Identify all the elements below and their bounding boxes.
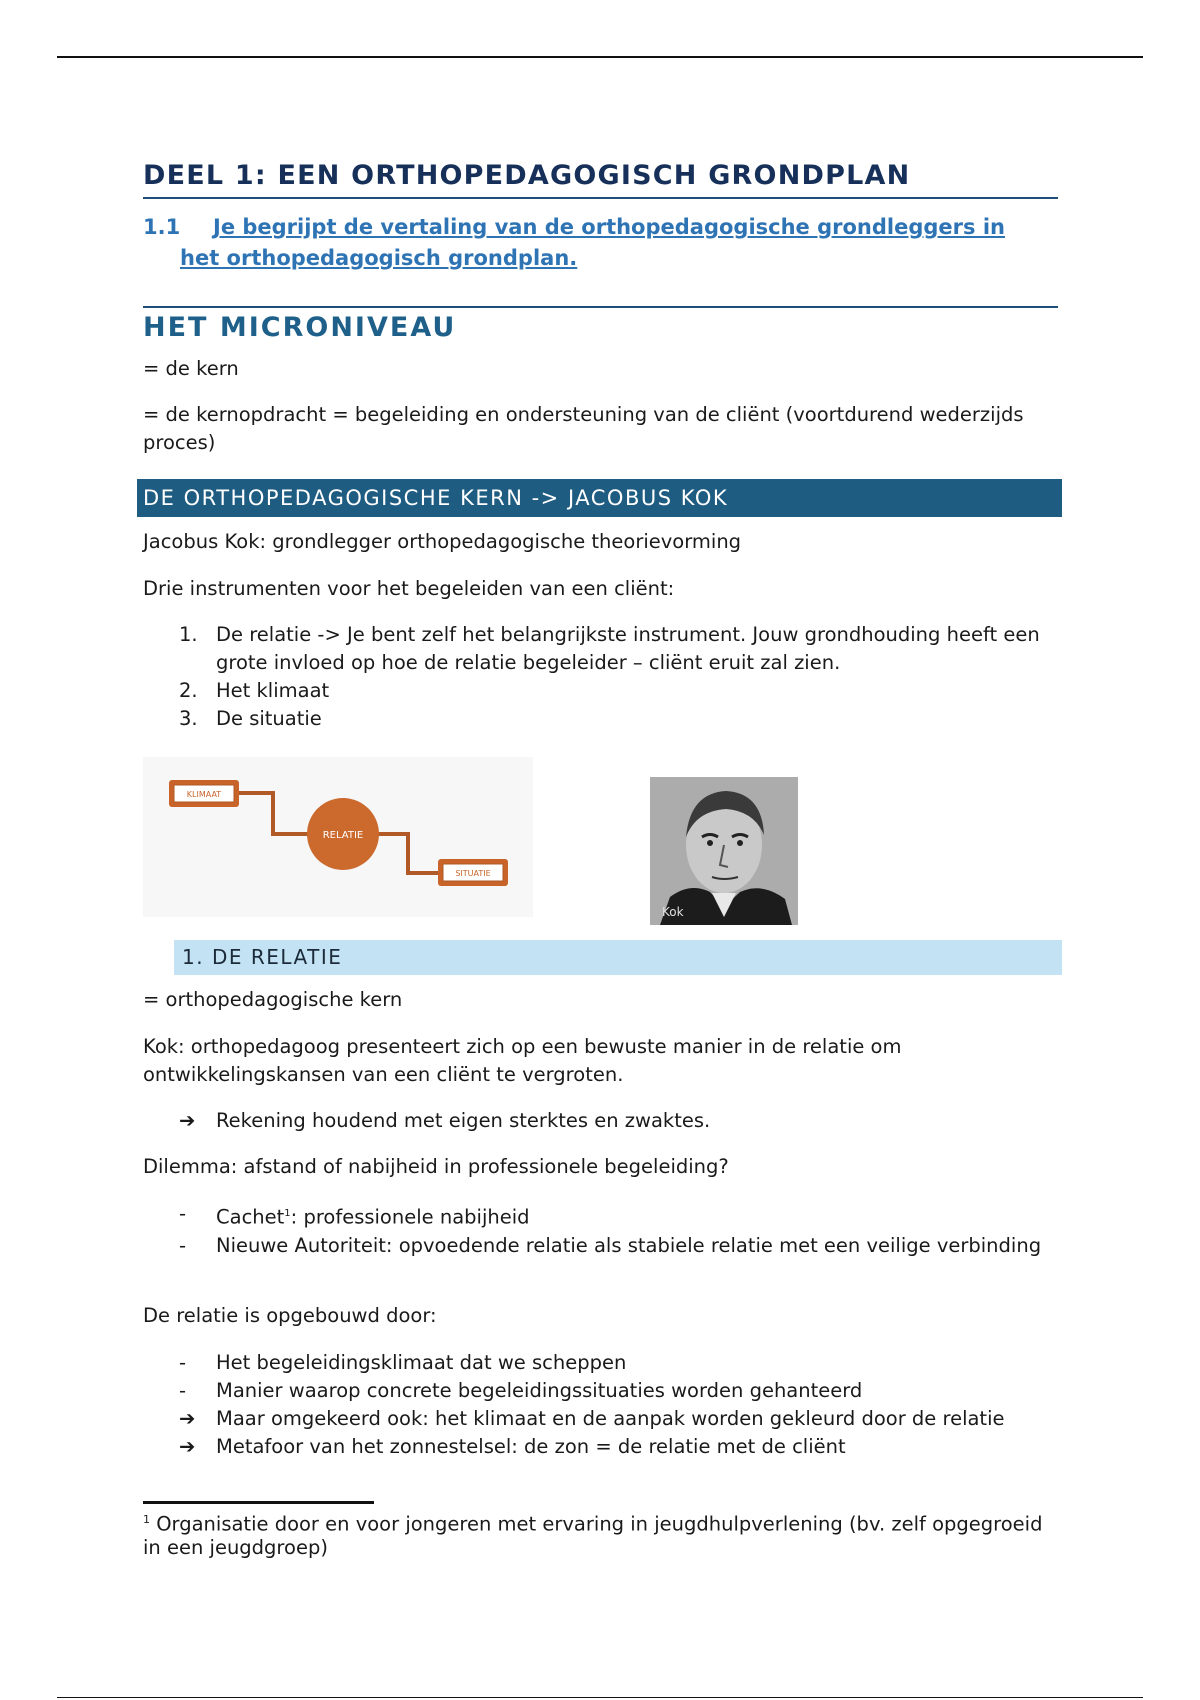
relatie-diagram [143, 757, 533, 917]
arrow-icon: ➔ [179, 1407, 196, 1430]
opgebouwd-list [143, 1349, 1058, 1461]
objective-link-line2[interactable]: het orthopedagogisch grondplan. [180, 246, 578, 270]
section-band-kern: DE ORTHOPEDAGOGISCHE KERN -> JACOBUS KOK [137, 479, 1062, 517]
page-content [143, 0, 1058, 1559]
footnote-separator [143, 1501, 374, 1504]
diagram-label-klimaat: KLIMAAT [186, 790, 222, 799]
micro-paragraph-1: = de kern [143, 357, 239, 380]
relatie-paragraph-2: Kok: orthopedagoog presenteert zich op een bewuste manier in de relatie om ontwikkelingskansen van een cliënt te vergroten. [143, 1035, 902, 1086]
connector-line [238, 793, 308, 834]
section-band-relatie: 1. DE RELATIE [174, 940, 1062, 975]
list-item: ➔ Metafoor van het zonnestelsel: de zon = de relatie met de cliënt [143, 1433, 1058, 1461]
instrumenten-intro: Drie instrumenten voor het begeleiden van een cliënt: [143, 577, 675, 600]
situatie-box [438, 859, 508, 886]
list-item: - Manier waarop concrete begeleidingssituaties worden gehanteerd [179, 1379, 863, 1402]
klimaat-box [169, 780, 239, 807]
list-item: 2. Het klimaat [179, 679, 330, 702]
list-item: - Het begeleidingsklimaat dat we scheppen [179, 1351, 627, 1374]
objective-number: 1.1 [143, 215, 181, 239]
list-item: - Cachet$^1$: professionele nabijheid [179, 1202, 530, 1229]
heading-deel: DEEL 1: EEN ORTHOPEDAGOGISCH GRONDPLAN [143, 160, 1058, 199]
list-item: 3. De situatie [179, 707, 322, 730]
diagram-label-relatie: RELATIE [322, 830, 364, 841]
list-item: ➔ Maar omgekeerd ook: het klimaat en de aanpak worden gekleurd door de relatie [143, 1405, 1058, 1433]
arrow-icon: ➔ [179, 1435, 196, 1458]
relatie-circle [307, 798, 379, 870]
footnote-ref[interactable]: 1 [284, 1208, 291, 1219]
micro-paragraph-2: = de kernopdracht = begeleiding en ondersteuning van de cliënt (voortdurend wederzijds proces) [143, 403, 1024, 454]
footnote: $^1$ Organisatie door en voor jongeren met ervaring in jeugdhulpverlening (bv. zelf opgegroeid in een jeugdgroep) [143, 1512, 1043, 1559]
photo-caption: Kok [662, 905, 684, 919]
objective-link-line1[interactable]: Je begrijpt de vertaling van de orthopedagogische grondleggers in [213, 215, 1005, 239]
list-item: - Nieuwe Autoriteit: opvoedende relatie als stabiele relatie met een veilige verbinding [179, 1233, 1042, 1257]
instrumenten-list [143, 621, 1058, 733]
opgebouwd-paragraph: De relatie is opgebouwd door: [143, 1304, 437, 1327]
objective-heading [143, 212, 1058, 274]
diagram-label-situatie: SITUATIE [455, 869, 491, 878]
heading-microniveau: HET MICRONIVEAU [143, 306, 1058, 343]
list-item: 1. De relatie -> Je bent zelf het belangrijkste instrument. Jouw grondhouding heeft een grote invloed op hoe de relatie begeleider – cliënt eruit zal zien. [179, 623, 1040, 674]
kok-intro: Jacobus Kok: grondlegger orthopedagogische theorievorming [143, 530, 742, 553]
arrow-item: ➔ Rekening houdend met eigen sterktes en zwaktes. [143, 1107, 1131, 1135]
arrow-icon: ➔ [179, 1109, 196, 1132]
footnote-number: 1 [143, 1513, 150, 1526]
header-rule [57, 56, 1143, 58]
dilemma-list [143, 1200, 1058, 1260]
dilemma-paragraph: Dilemma: afstand of nabijheid in professionele begeleiding? [143, 1155, 729, 1178]
kok-portrait [650, 777, 798, 925]
connector-line [378, 834, 438, 873]
relatie-paragraph-1: = orthopedagogische kern [143, 988, 403, 1011]
footer-rule [57, 1697, 1143, 1698]
